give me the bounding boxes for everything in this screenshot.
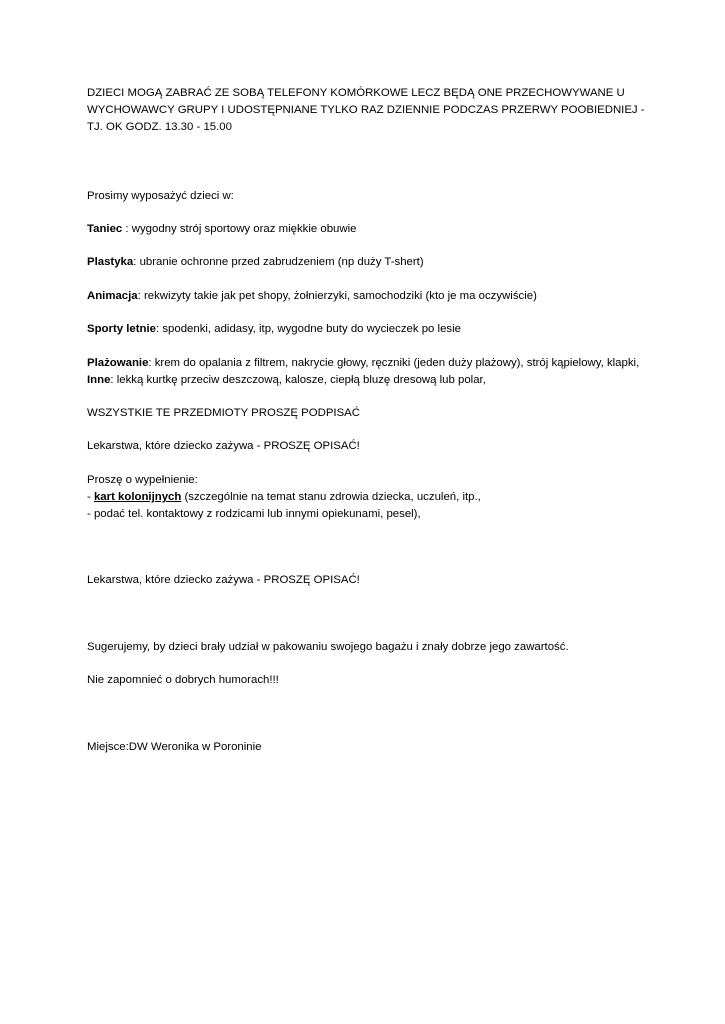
item-animacja-label: Animacja — [87, 290, 138, 302]
sign-items-note: WSZYSTKIE TE PRZEDMIOTY PROSZĘ PODPISAĆ — [87, 407, 360, 419]
fill-request — [87, 472, 647, 523]
item-taniec-label: Taniec — [87, 223, 123, 235]
item-plastyka — [87, 254, 647, 271]
phones-notice-line-3: TJ. OK GODZ. 13.30 - 15.00 — [87, 121, 232, 133]
item-taniec — [87, 221, 647, 238]
fill-request-item-1 — [87, 489, 647, 506]
fill-request-heading: Proszę o wypełnienie: — [87, 474, 198, 486]
item-inne-label: Inne — [87, 374, 111, 386]
item-sporty-letnie-text: : spodenki, adidasy, itp, wygodne buty do wycieczek po lesie — [156, 323, 461, 335]
item-animacja-text: : rekwizyty takie jak pet shopy, żołnierzyki, samochodziki (kto je ma oczywiście) — [137, 290, 537, 302]
item-plazowanie-label: Plażowanie — [87, 357, 149, 369]
good-mood-note: Nie zapomnieć o dobrych humorach!!! — [87, 674, 279, 686]
packing-suggestion: Sugerujemy, by dzieci brały udział w pakowaniu swojego bagażu i znały dobrze jego zawartość. — [87, 641, 569, 653]
item-inne-text: : lekką kurtkę przeciw deszczową, kalosze, ciepłą bluzę dresową lub polar, — [110, 374, 486, 386]
fill-request-item-2: - podać tel. kontaktowy z rodzicami lub innymi opiekunami, pesel), — [87, 508, 421, 520]
item-animacja — [87, 288, 647, 305]
medicine-note-1: Lekarstwa, które dziecko zażywa - PROSZĘ OPISAĆ! — [87, 440, 360, 452]
equipment-intro: Prosimy wyposażyć dzieci w: — [87, 190, 234, 202]
item-plastyka-text: : ubranie ochronne przed zabrudzeniem (np duży T-shert) — [133, 256, 424, 268]
item-plazowanie — [87, 355, 647, 372]
phones-notice — [87, 85, 647, 136]
item-inne — [87, 372, 647, 389]
phones-notice-line-2: WYCHOWAWCY GRUPY I UDOSTĘPNIANE TYLKO RAZ DZIENNIE PODCZAS PRZERWY POOBIEDNIEJ - — [87, 104, 645, 116]
fill-item-1-prefix: - — [87, 491, 94, 503]
place-info: Miejsce:DW Weronika w Poroninie — [87, 741, 262, 753]
item-sporty-letnie — [87, 321, 647, 338]
phones-notice-line-1: DZIECI MOGĄ ZABRAĆ ZE SOBĄ TELEFONY KOMÓRKOWE LECZ BĘDĄ ONE PRZECHOWYWANE U — [87, 87, 625, 99]
item-plazowanie-text: : krem do opalania z filtrem, nakrycie głowy, ręczniki (jeden duży plażowy), strój kąpielowy, klapki, — [148, 357, 640, 369]
item-sporty-letnie-label: Sporty letnie — [87, 323, 156, 335]
item-plastyka-label: Plastyka — [87, 256, 134, 268]
medicine-note-2: Lekarstwa, które dziecko zażywa - PROSZĘ OPISAĆ! — [87, 574, 360, 586]
item-taniec-text: : wygodny strój sportowy oraz miękkie obuwie — [122, 223, 357, 235]
fill-item-1-bold: kart kolonijnych — [93, 491, 182, 503]
fill-item-1-text: (szczególnie na temat stanu zdrowia dziecka, uczuleń, itp., — [181, 491, 481, 503]
items-plazowanie-inne — [87, 355, 647, 389]
